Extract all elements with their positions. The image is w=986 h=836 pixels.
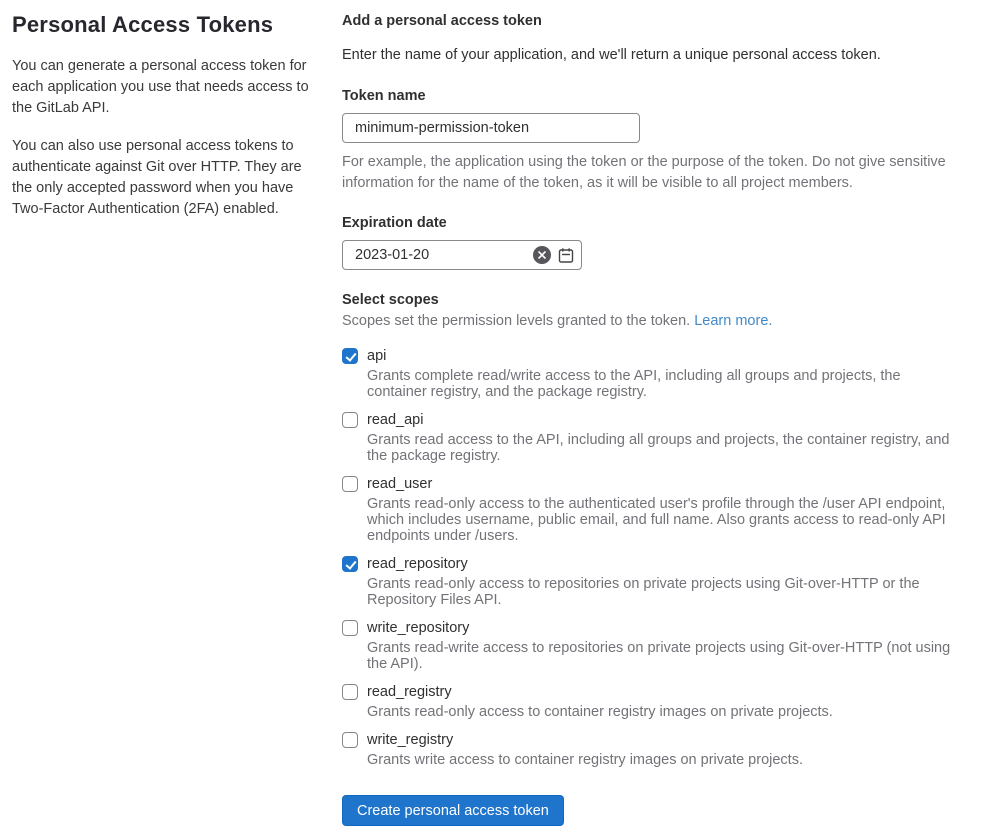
form-subheading: Enter the name of your application, and we'll return a unique personal access token.: [342, 47, 881, 63]
scope-description: Grants read-only access to container registry images on private projects.: [367, 704, 833, 720]
scope-row-write_repository: [342, 618, 964, 672]
token-form: [342, 10, 964, 826]
scope-row-api: [342, 346, 964, 400]
select-scopes-label: Select scopes: [342, 292, 439, 308]
scope-checkbox-read_repository[interactable]: [342, 556, 358, 572]
scope-label[interactable]: read_registry: [367, 684, 452, 700]
scope-checkbox-write_repository[interactable]: [342, 620, 358, 636]
token-name-label: Token name: [342, 88, 426, 104]
create-token-button[interactable]: Create personal access token: [342, 795, 564, 826]
x-glyph: [538, 251, 546, 259]
scope-description: Grants complete read/write access to the API, including all groups and projects, the container registry, and the package registry.: [367, 368, 901, 400]
scope-checkbox-read_user[interactable]: [342, 476, 358, 492]
scope-description: Grants write access to container registry images on private projects.: [367, 752, 803, 768]
scope-label[interactable]: read_user: [367, 476, 433, 492]
intro-paragraph-2: You can also use personal access tokens to authenticate against Git over HTTP. They are the only accepted password when you have Two-Factor Authentication (2FA) enabled.: [12, 138, 302, 217]
page-title: Personal Access Tokens: [12, 12, 274, 37]
scope-description: Grants read-write access to repositories on private projects using Git-over-HTTP (not using the API).: [367, 640, 951, 672]
scope-label[interactable]: read_repository: [367, 556, 468, 572]
scope-row-read_repository: [342, 554, 964, 608]
scope-row-read_user: [342, 474, 964, 544]
scope-checkbox-read_registry[interactable]: [342, 684, 358, 700]
scopes-help-text: [342, 313, 964, 329]
scope-label[interactable]: api: [367, 348, 387, 364]
scope-checkbox-write_registry[interactable]: [342, 732, 358, 748]
calendar-glyph: [558, 247, 574, 263]
token-name-help: For example, the application using the token or the purpose of the token. Do not give sensitive information for the name of the token, as it will be visible to all project members.: [342, 154, 946, 191]
scope-row-read_api: [342, 410, 964, 464]
scope-row-read_registry: [342, 682, 964, 720]
learn-more-link[interactable]: Learn more.: [694, 313, 773, 329]
scope-description: Grants read access to the API, including all groups and projects, the container registry, and the package registry.: [367, 432, 950, 464]
scope-description: Grants read-only access to the authenticated user's profile through the /user API endpoint, which includes username, public email, and full name. Also grants access to read-only API endpoints under /users.: [367, 496, 946, 544]
scope-row-write_registry: [342, 730, 964, 768]
scopes-help-body: Scopes set the permission levels granted to the token.: [342, 313, 691, 329]
scopes-list: [342, 346, 964, 768]
scope-label[interactable]: write_repository: [367, 620, 470, 636]
section-description-column: [12, 10, 315, 826]
intro-paragraph-1: You can generate a personal access token for each application you use that needs access to the GitLab API.: [12, 58, 309, 116]
calendar-icon[interactable]: [557, 247, 574, 264]
scope-label[interactable]: write_registry: [367, 732, 454, 748]
expiration-date-label: Expiration date: [342, 215, 447, 231]
scope-label[interactable]: read_api: [367, 412, 424, 428]
clear-circle-x-icon[interactable]: [533, 246, 551, 264]
scope-checkbox-read_api[interactable]: [342, 412, 358, 428]
scope-description: Grants read-only access to repositories on private projects using Git-over-HTTP or the Repository Files API.: [367, 576, 920, 608]
scope-checkbox-api[interactable]: [342, 348, 358, 364]
form-heading: Add a personal access token: [342, 13, 542, 29]
token-name-input[interactable]: [342, 113, 640, 143]
expiration-date-field: [342, 240, 582, 270]
